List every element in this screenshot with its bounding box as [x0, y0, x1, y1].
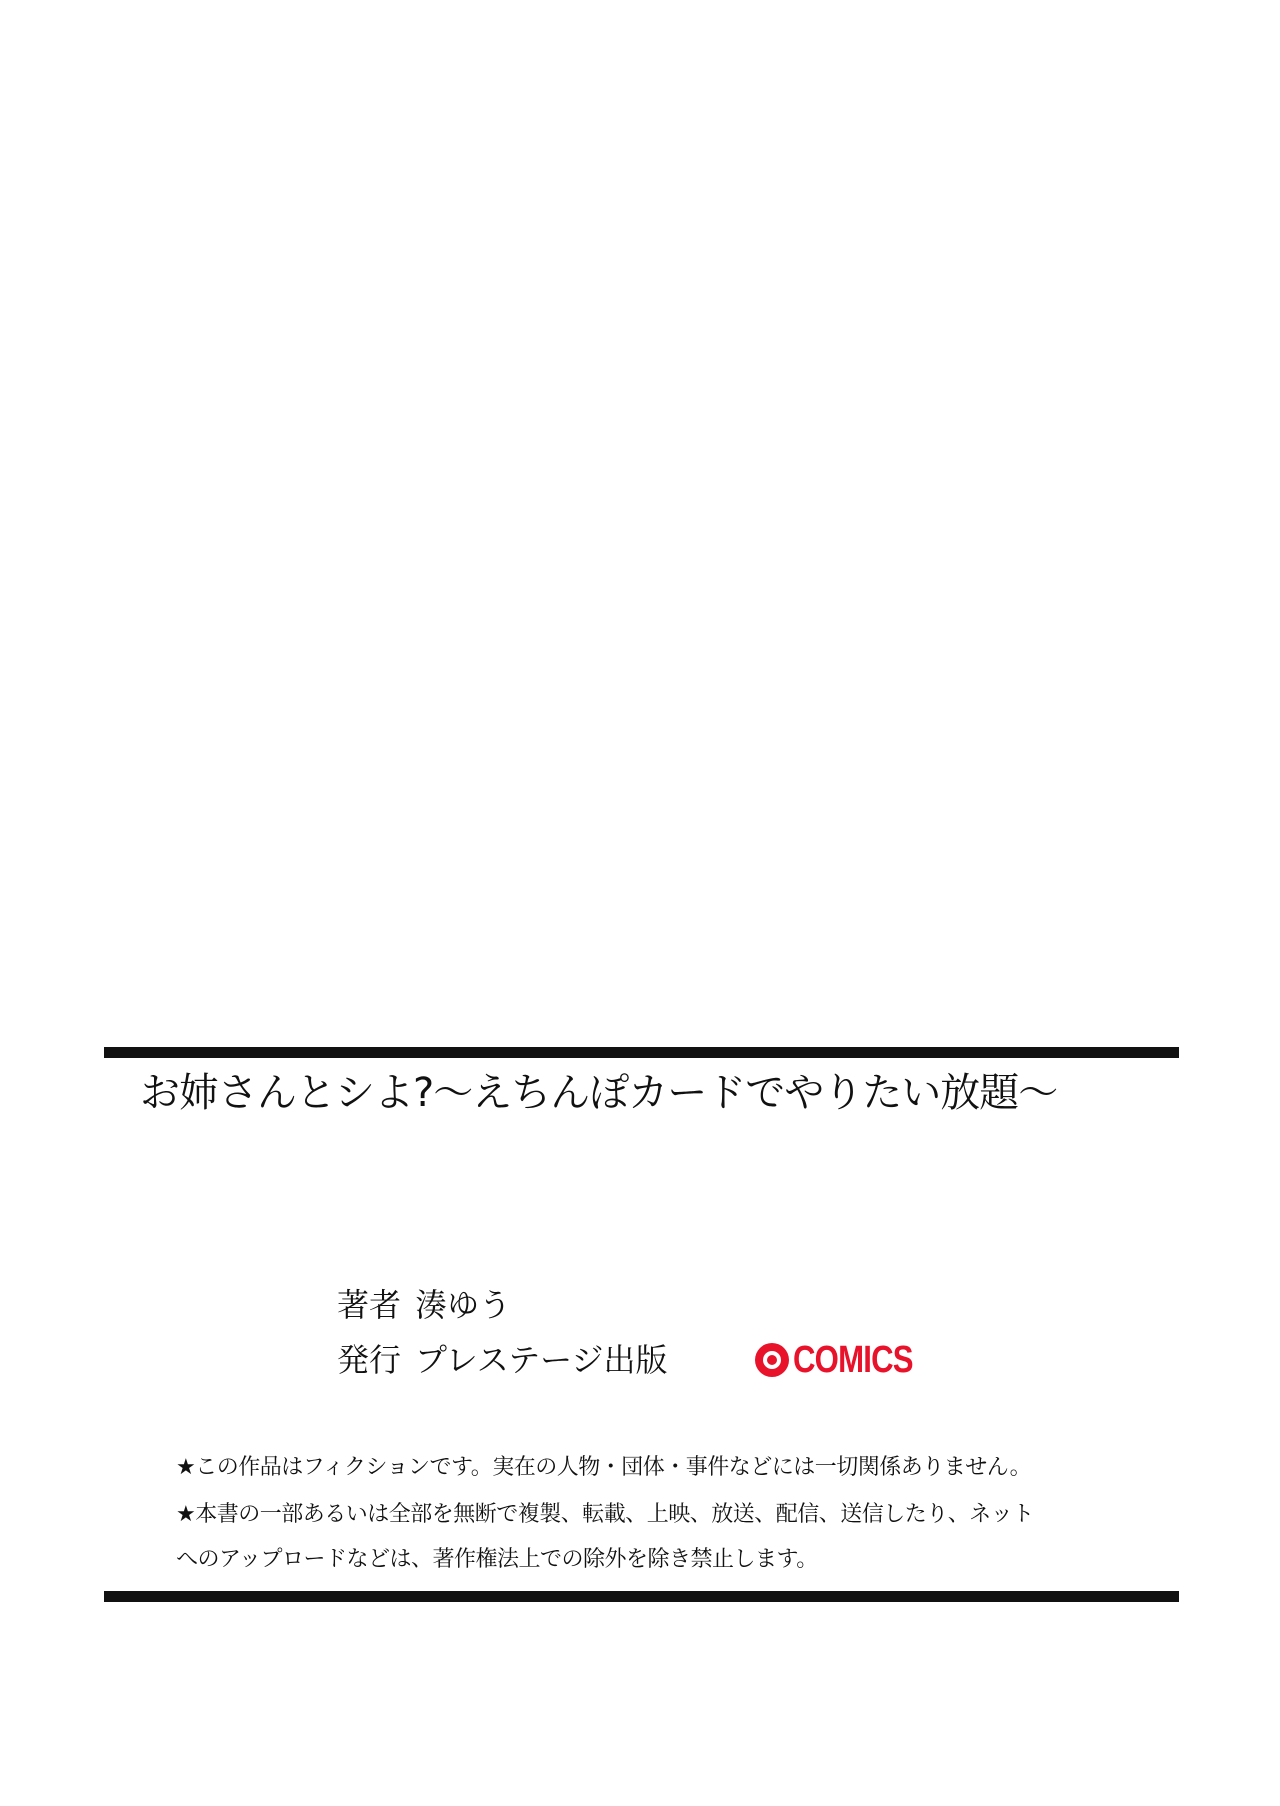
notice-line: へのアップロードなどは、著作権法上での除外を除き禁止します。 [176, 1547, 818, 1572]
author-name: 湊ゆう [415, 1286, 512, 1324]
logo-circle-icon [755, 1343, 789, 1377]
author-label: 著者 [337, 1286, 402, 1324]
bottom-rule [104, 1591, 1179, 1602]
book-title: お姉さんとシよ?〜えちんぽカードでやりたい放題〜 [140, 1070, 1058, 1116]
top-rule [104, 1047, 1179, 1058]
publisher-label: 発行 [337, 1341, 402, 1379]
publisher-credit [337, 1338, 668, 1382]
publisher-name: プレステージ出版 [415, 1341, 668, 1379]
author-credit [337, 1283, 511, 1327]
notice-line: ★本書の一部あるいは全部を無断で複製、転載、上映、放送、配信、送信したり、ネット [176, 1502, 1034, 1527]
notice-line: ★この作品はフィクションです。実在の人物・団体・事件などには一切関係ありません。 [176, 1455, 1032, 1480]
logo-text: COMICS [793, 1338, 913, 1381]
comics-logo [755, 1338, 939, 1382]
